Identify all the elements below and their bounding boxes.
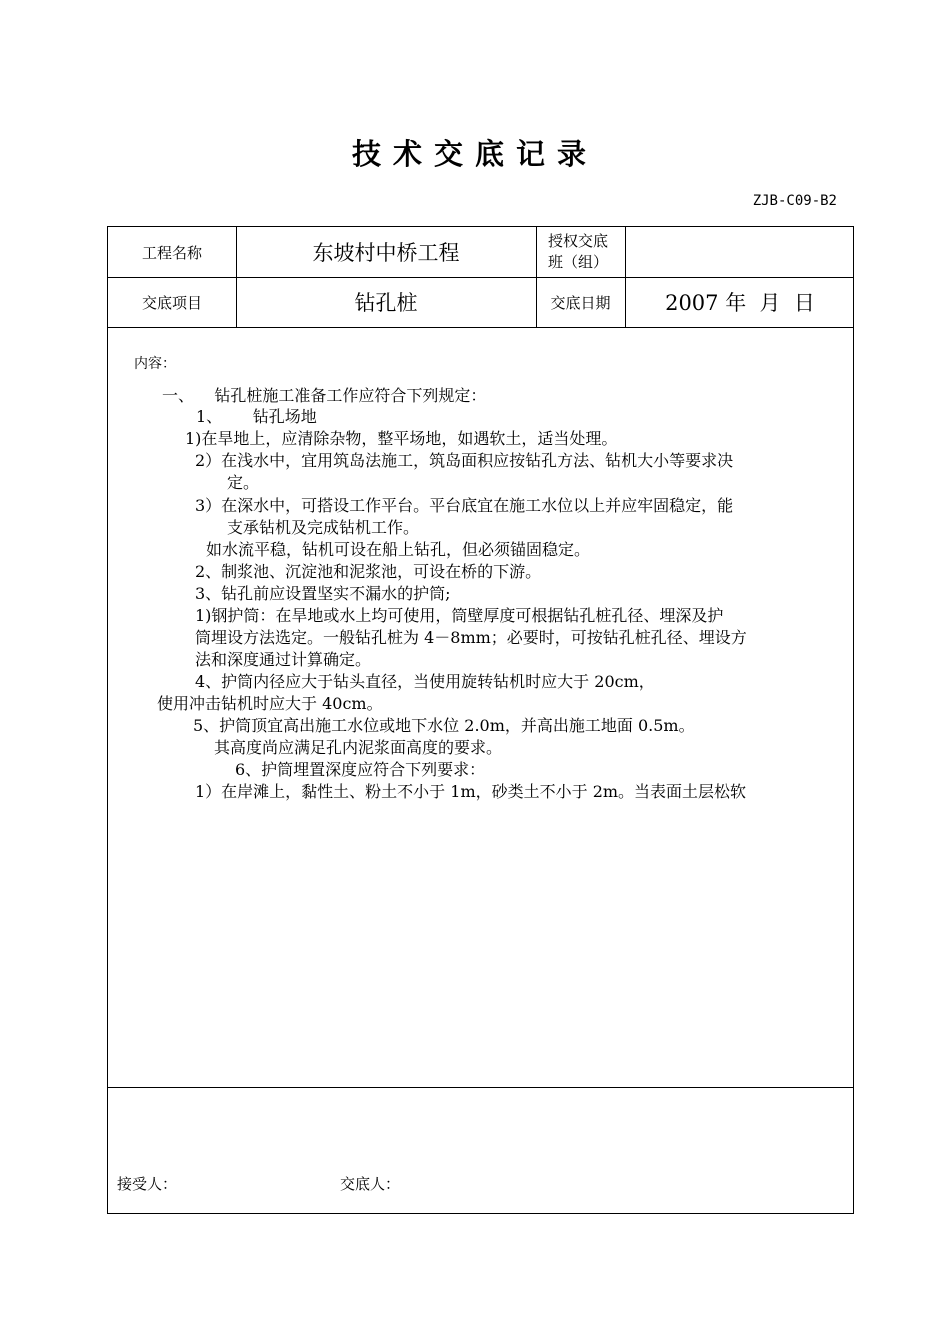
project-name-label: 工程名称 <box>141 243 202 262</box>
team-label-line2: 班（组） <box>548 253 609 271</box>
receiver-label: 接受人： <box>117 1175 178 1193</box>
content-line: 6、护筒埋置深度应符合下列要求： <box>235 760 486 779</box>
content-line: 4、护筒内径应大于钻头直径，当使用旋转钻机时应大于 20cm， <box>195 672 655 691</box>
content-line: 2、制浆池、沉淀池和泥浆池，可设在桥的下游。 <box>195 562 542 581</box>
content-line: 使用冲击钻机时应大于 40cm。 <box>157 694 383 713</box>
content-heading: 内容： <box>134 356 176 372</box>
document-title: 技术交底记录 <box>351 137 598 171</box>
content-line: 3、钻孔前应设置坚实不漏水的护筒; <box>195 584 451 603</box>
team-value <box>625 227 855 277</box>
team-label <box>536 227 625 277</box>
content-line: 5、护筒顶宜高出施工水位或地下水位 2.0m，并高出施工地面 0.5m。 <box>193 716 695 735</box>
content-line: 如水流平稳，钻机可设在船上钻孔，但必须锚固稳定。 <box>206 540 591 559</box>
content-line: 1)钢护筒：在旱地或水上均可使用，筒壁厚度可根据钻孔桩孔径、埋深及护 <box>195 606 724 625</box>
item-label: 交底项目 <box>141 293 202 312</box>
content-line: 筒埋设方法选定。一般钻孔桩为 4－8mm；必要时，可按钻孔桩孔径、埋设方 <box>195 628 747 647</box>
giver-label: 交底人： <box>340 1175 401 1193</box>
content-line: 法和深度通过计算确定。 <box>195 650 372 669</box>
content-line: 1)在旱地上，应清除杂物，整平场地，如遇软土，适当处理。 <box>185 429 618 448</box>
content-line: 3）在深水中，可搭设工作平台。平台底宜在施工水位以上并应牢固稳定，能 <box>195 496 734 515</box>
disclosure-form <box>107 226 854 1214</box>
project-name-value: 东坡村中桥工程 <box>312 241 460 265</box>
content-line: 定。 <box>227 473 260 492</box>
item-value: 钻孔桩 <box>354 291 418 315</box>
row-divider <box>108 1087 853 1088</box>
content-area <box>108 329 853 1087</box>
content-line: 支承钻机及完成钻机工作。 <box>227 518 420 537</box>
content-line: 其高度尚应满足孔内泥浆面高度的要求。 <box>214 738 503 757</box>
form-code: ZJB-C09-B2 <box>752 193 837 209</box>
content-line: 1、 钻孔场地 <box>196 407 317 426</box>
content-line: 2）在浅水中，宜用筑岛法施工，筑岛面积应按钻孔方法、钻机大小等要求决 <box>195 451 734 470</box>
date-value: 2007 年 月 日 <box>665 291 815 315</box>
date-label: 交底日期 <box>550 293 611 312</box>
content-line: 1）在岸滩上，黏性土、粉土不小于 1m，砂类土不小于 2m。当表面土层松软 <box>195 782 747 801</box>
team-label-line1: 授权交底 <box>548 232 609 250</box>
content-line: 一、 钻孔桩施工准备工作应符合下列规定： <box>162 386 487 405</box>
row-divider <box>108 327 853 328</box>
